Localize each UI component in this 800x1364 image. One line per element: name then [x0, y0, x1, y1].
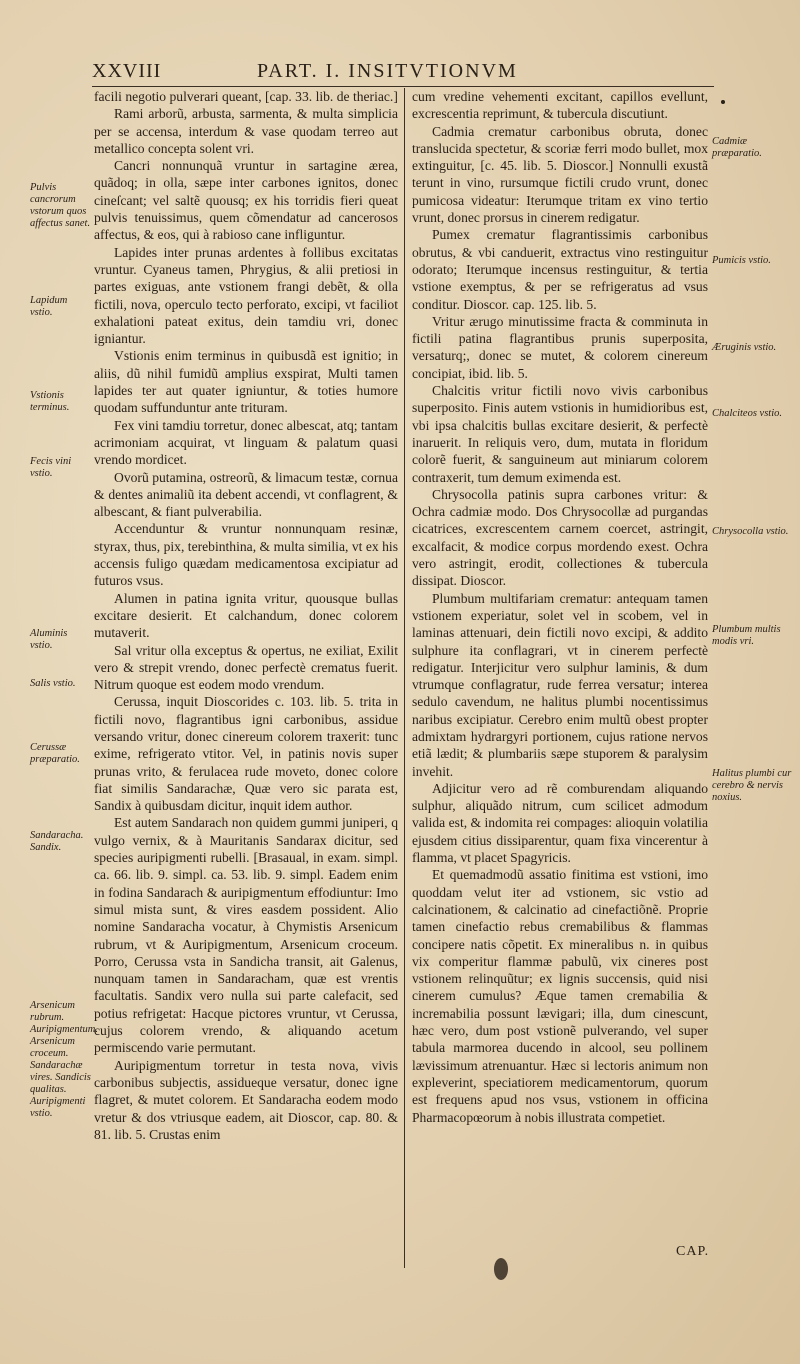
- paragraph: cum vredine vehementi excitant, capillos evellunt, excrescentia reprimunt, & tubercula discutiunt.: [412, 89, 708, 122]
- paragraph: Fex vini tamdiu torretur, donec albescat, atq; tantam acrimoniam acquirat, vt linguam & palatum quasi vrendo mordicet.: [94, 417, 398, 468]
- paragraph: Cerussa, inquit Dioscorides c. 103. lib. 5. trita in fictili novo, flagrantibus igni carbonibus, assidue versando vritur, donec cinereum colorem traxerit: tunc exime, refrigerato vtitor. Vel, in patinis novis super prunas vrito, & ferulacea rude moveto, donec colore fiat similis Sandarachæ, Quæ vero sic parata est, Sandix à quibusdam dicitur, inquit idem author.: [94, 694, 398, 814]
- paragraph: Et quemadmodũ assatio finitima est vstioni, imo quoddam velut iter ad vstionem, sic vstio ad calcinationem, & calcinatio ad cinefactiõnẽ. Proprie tamen cinefactio rebus cremabilibus & flammas concipere natis cõpetit. Ex mineralibus n. in quibus vix comperitur flammæ pabulũ, vix cineres post vstionem relinquũtur; ex lignis succensis, quid nisi cinerem cumulus? Æque tamen cremabilia & incremabilia possunt lævigari; illa, dum cinescunt, hæc vero, dum post vstionẽ pulverando, vel super tabula marmorea ducendo in alcool, seu pollinem lævissimum atrenuantur. Hæc si lectoris animum non expleverint, speciatiorem medicamentorum, quorum est frequens apud nos vsus, vstionem in officina Pharmacopœorum à nobis illustrata competiet.: [412, 867, 708, 1125]
- paragraph: Sal vritur olla exceptus & opertus, ne exiliat, Exilit vero & strepit vrendo, donec perfectè crematus fuerit. Nitrum quoque est eodem modo vrendum.: [94, 642, 398, 693]
- left-column: [94, 88, 398, 1143]
- margin-note: Cadmiæ præparatio.: [712, 136, 762, 159]
- ink-dot: [721, 100, 725, 104]
- paragraph: Lapides inter prunas ardentes à follibus excitatas vruntur. Cyaneus tamen, Phrygius, & alii pretiosi in partes exiguas, ante vstionem frangi debẽt, & olla fictili, nova, operculo tecto perforato, excipi, vt faciliot exhalationi pateat exitus, dein tamdiu vri, donec igniantur.: [94, 244, 398, 347]
- margin-note: Aluminis vstio.: [30, 628, 68, 651]
- catchword: CAP.: [676, 1244, 710, 1259]
- margin-note: Sandaracha. Sandix.: [30, 830, 84, 853]
- margin-note: Chrysocolla vstio.: [712, 526, 789, 537]
- margin-note: Fecis vini vstio.: [30, 456, 72, 479]
- paragraph: Alumen in patina ignita vritur, quousque bullas excitare desierit. Et calchandum, donec colorem mutaverit.: [94, 590, 398, 641]
- running-head: PART. I. INSITVTIONVM: [257, 60, 518, 82]
- ink-blot: [494, 1258, 508, 1280]
- margin-note: Pulvis cancrorum vstorum quos affectus sanet.: [30, 182, 91, 229]
- margin-note: Pumicis vstio.: [712, 255, 771, 266]
- margin-note: Lapidum vstio.: [30, 295, 68, 318]
- paragraph: Est autem Sandarach non quidem gummi juniperi, q vulgo vernix, & à Mauritanis Sandarax dicitur, sed species auripigmenti rubelli. [Brasaual, in exam. simpl. ca. 66. lib. 9. simpl. ca. 53. lib. 9. simpl. Eadem enim in fodina Sandarach & auripigmentum effodiuntur: Imo simul mista sunt, & vires easdem possident. Alio nomine Sandaracha vocatur, à Chymistis Arsenicum rubrum, vt & Auripigmentum, Arsenicum croceum. Porro, Cerussa vsta in Sandicha transit, ait Galenus, nunquam tamen in Sandaracham, quæ est vrentis facultatis. Sandix vero nulla sui parte calefacit, sed potius refrigetat: Hacque pictores vruntur, vt Cerussa, cujus colorem vrendo, & aliquando acetum permiscendo varie permutant.: [94, 815, 398, 1056]
- paragraph: Chrysocolla patinis supra carbones vritur: & Ochra cadmiæ modo. Dos Chrysocollæ ad purgandas cicatrices, excrescentem carnem coercet, astringit, excalfacit, & modice corpus mordendo exest. Ochra vero astringit, erodit, collectiones & tubercula dissipat. Dioscor.: [412, 486, 708, 589]
- margin-note: Vstionis terminus.: [30, 390, 70, 413]
- header-rule: [92, 86, 714, 87]
- margin-note: Halitus plumbi cur cerebro & nervis noxius.: [712, 768, 792, 803]
- paragraph: Adjicitur vero ad rẽ comburendam aliquando sulphur, aliquãdo nitrum, cum scilicet admodum valida est, & indomita rei compages: alioquin volatilia ejusdem citius dissiparentur, quam fixa vincerentur à flamma, vt placet Spagyricis.: [412, 780, 708, 866]
- paragraph: Pumex crematur flagrantissimis carbonibus obrutus, & vbi canduerit, extractus vino restinguitur odorato; Iterumque incensus restinguitur, & tertia vstione exemptus, & per se refrigeratus ad vsus conditur. Dioscor. cap. 125. lib. 5.: [412, 227, 708, 312]
- margin-note: Plumbum multis modis vri.: [712, 624, 781, 647]
- column-rule: [404, 88, 405, 1268]
- margin-note: Arsenicum rubrum. Auripigmentum. Arsenicum croceum. Sandarachæ vires. Sandicis qualitas. Auripigmenti vstio.: [30, 1000, 98, 1119]
- paragraph: Cadmia crematur carbonibus obruta, donec translucida spectetur, & scoriæ ferri modo bullet, mox extinguitur, [c. 45. lib. 5. Dioscor.] Nonnulli exustã terunt in vino, rursumque fictili crudo vrunt, donec pumicosa videatur: Iterumque tritam ex vino tertio vrunt, donec prorsus in cinerem redigatur.: [412, 123, 708, 226]
- right-column: [412, 88, 708, 1126]
- paragraph: Ovorũ putamina, ostreorũ, & limacum testæ, cornua & dentes animaliũ ita debent accendi, vt conflagrent, & albescant, & fiant pulverabilia.: [94, 469, 398, 520]
- paragraph: Auripigmentum torretur in testa nova, vivis carbonibus subjectis, assidueque versatur, donec igne flagret, & mutet colorem. Et Sandaracha eodem modo vretur & dos vtriusque eadem, ait Dioscor, cap. 80. & 81. lib. 5. Crustas enim: [94, 1057, 398, 1142]
- margin-note: Cerussæ præparatio.: [30, 742, 80, 765]
- paragraph: Accenduntur & vruntur nonnunquam resinæ, styrax, thus, pix, terebinthina, & multa similia, vt ex his accensis fuligo quædam medicamentosa excipiatur ad futuros vsus.: [94, 521, 398, 589]
- paragraph: Chalcitis vritur fictili novo vivis carbonibus superposito. Finis autem vstionis in humidioribus est, vbi ipsa chalcitis bullas excitare desierit, & perfectè inaruerit. In reliquis vero, dum, mutata in floridum colorẽ fuerit, & sanguineum aut miniarum colorem contraxerit, tum demum eximenda est.: [412, 383, 708, 485]
- paragraph: Cancri nonnunquã vruntur in sartagine ærea, quãdoq; in olla, sæpe inter carbones ignitos, donec cineſcant; vel saltẽ quousq; ex his torridis fieri queat pulvis tenuissimus, quem cõmendatur ad cancerosos affectus, & eos, qui à rabioso cane infliguntur.: [94, 158, 398, 243]
- paragraph: Plumbum multifariam crematur: antequam tamen vstionem experiatur, solet vel in scobem, vel in laminas attenuari, dein fictili novo excipi, & addito sulphure ita conflagrari, vt in cinerem perfectè redigatur. Interjicitur vero sulphur laminis, & dum vtrumque conflagratur, rude ferrea versatur; interea sedulo cavendum, ne halitus plumbi nocentissimus naribus excipiatur. Cerebro enim multũ obest propter admixtam hydrargyri portionem, cujus ratione nervos etiã lædit; & plumbariis sæpe stuporem & paralysim invehit.: [412, 590, 708, 779]
- paragraph: Vstionis enim terminus in quibusdã est ignitio; in aliis, dũ nihil fumidũ amplius exspirat, Multi tamen lapides ter aut quater igniuntur, & toties humore quodam suffunduntur ante trituram.: [94, 348, 398, 416]
- paragraph: Rami arborũ, arbusta, sarmenta, & multa simplicia per se accensa, interdum & vase quodam terreo aut metallico concepta solent vri.: [94, 106, 398, 156]
- margin-note: Chalciteos vstio.: [712, 408, 782, 419]
- folio-number: XXVIII: [92, 60, 162, 82]
- paragraph: facili negotio pulverari queant, [cap. 33. lib. de theriac.]: [94, 89, 398, 104]
- paragraph: Vritur ærugo minutissime fracta & comminuta in fictili patina flagrantibus prunis superposita, versaturq;, donec se mutet, & colorem cinereum concipiat, ibid. lib. 5.: [412, 313, 708, 381]
- margin-note: Salis vstio.: [30, 678, 76, 689]
- page-header: [92, 60, 712, 86]
- margin-note: Æruginis vstio.: [712, 342, 777, 353]
